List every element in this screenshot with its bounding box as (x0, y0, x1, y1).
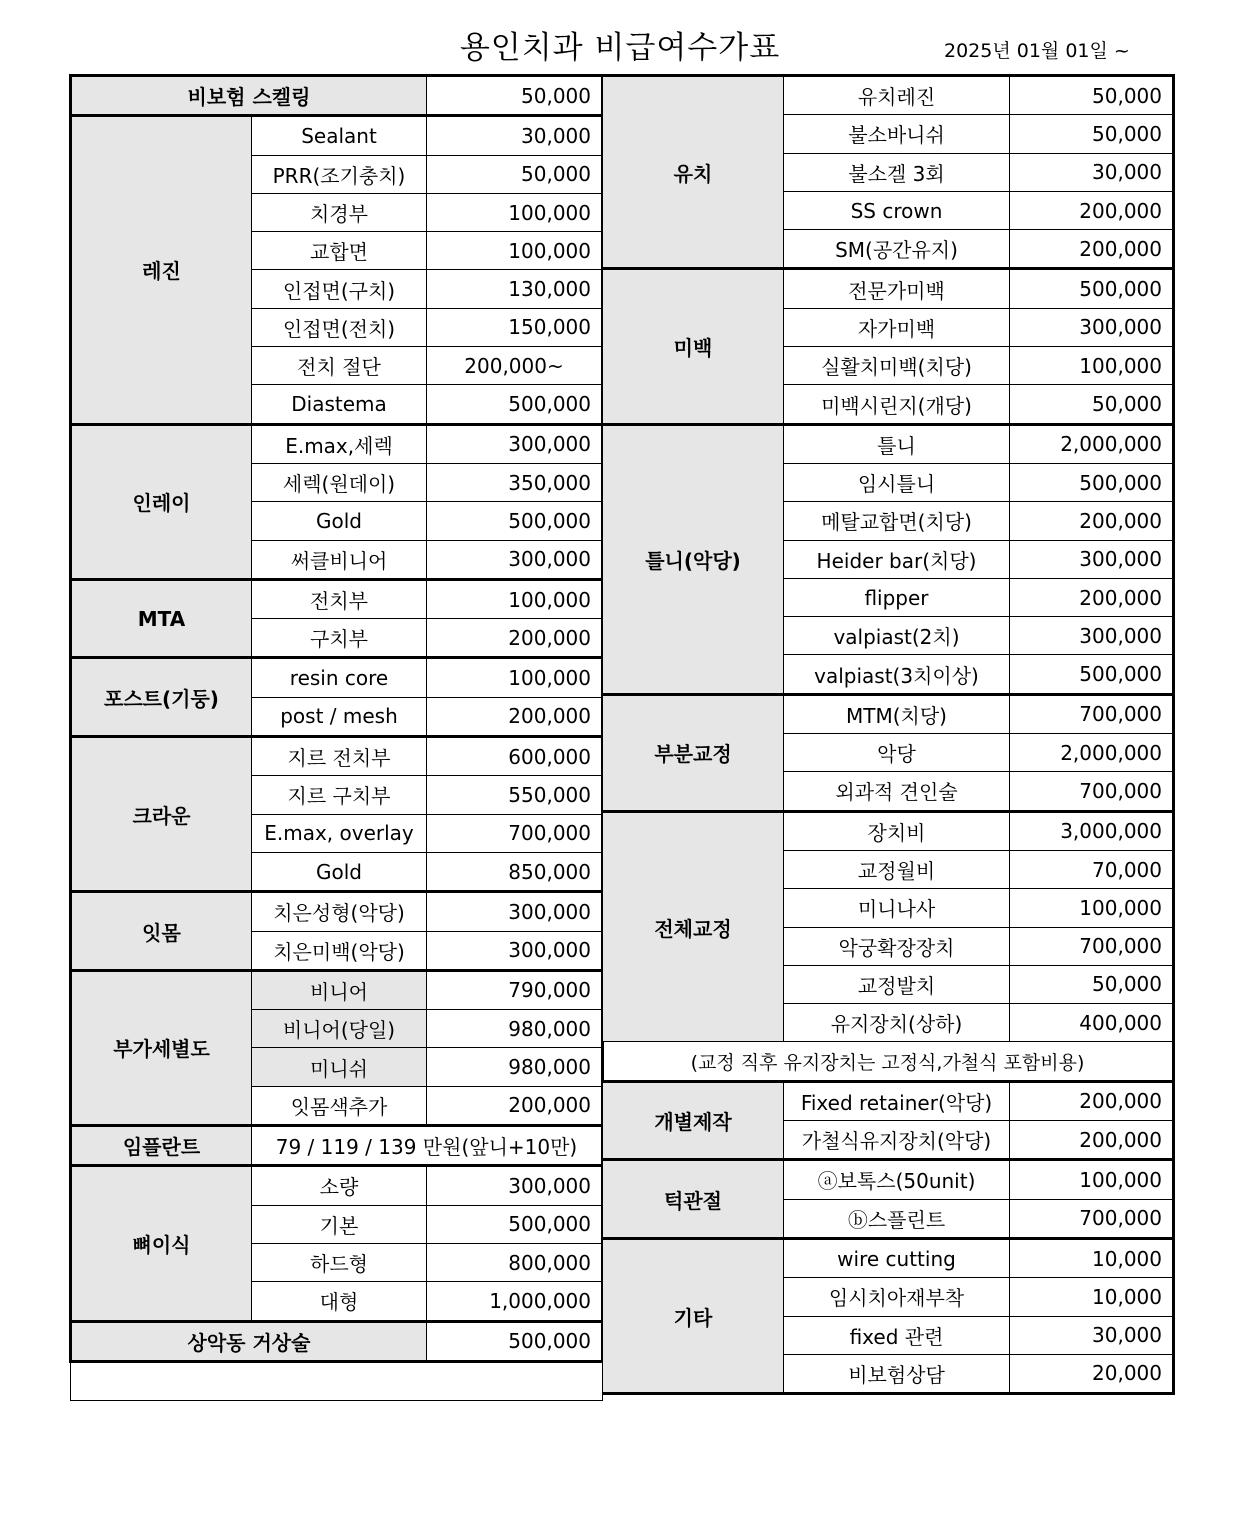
item-price: 3,000,000 (1010, 811, 1174, 850)
item-name: 인접면(구치) (252, 270, 427, 308)
table-row (603, 1160, 1174, 1199)
item-name: post / mesh (252, 697, 427, 736)
item-price: 980,000 (427, 1010, 603, 1048)
item-name: 비보험상담 (784, 1354, 1010, 1393)
item-name: E.max, overlay (252, 814, 427, 852)
item-name: 치경부 (252, 193, 427, 231)
item-price: 100,000 (427, 658, 603, 697)
item-price: 200,000 (1010, 230, 1174, 269)
item-price: 70,000 (1010, 850, 1174, 888)
item-name: 비니어 (252, 970, 427, 1009)
item-name: flipper (784, 578, 1010, 616)
item-name: 악궁확장장치 (784, 927, 1010, 965)
table-row (71, 1166, 603, 1205)
item-name: 외과적 견인술 (784, 772, 1010, 811)
item-name: 임시틀니 (784, 463, 1010, 501)
item-name: valpiast(3치이상) (784, 655, 1010, 694)
item-name: E.max,세렉 (252, 424, 427, 463)
item-name: 전치 절단 (252, 347, 427, 385)
item-name: 하드형 (252, 1243, 427, 1281)
item-name: 유치레진 (784, 76, 1010, 115)
category-label: 잇몸 (71, 892, 252, 971)
table-row (603, 1238, 1174, 1277)
item-price: 50,000 (1010, 385, 1174, 424)
item-name: 세렉(원데이) (252, 463, 427, 501)
item-price: 20,000 (1010, 1354, 1174, 1393)
item-price: 500,000 (1010, 269, 1174, 308)
item-name: 치은미백(악당) (252, 931, 427, 970)
item-price: 1,000,000 (427, 1282, 603, 1321)
item-price: 200,000 (427, 1086, 603, 1125)
table-row (603, 1081, 1174, 1120)
item-price: 500,000 (427, 1321, 603, 1361)
item-name: Sealant (252, 116, 427, 155)
item-name: 자가미백 (784, 308, 1010, 346)
left-price-table (69, 74, 604, 1401)
item-price: 500,000 (427, 502, 603, 540)
item-price: 2,000,000 (1010, 424, 1174, 463)
table-row (603, 694, 1174, 733)
item-price: 200,000~ (427, 347, 603, 385)
item-name: Gold (252, 502, 427, 540)
item-price: 200,000 (427, 619, 603, 658)
item-price: 100,000 (427, 579, 603, 618)
item-name: 지르 구치부 (252, 776, 427, 814)
item-price: 700,000 (1010, 1199, 1174, 1238)
category-label: 뼈이식 (71, 1166, 252, 1321)
category-label: 턱관절 (603, 1160, 784, 1239)
item-name: 불소겔 3회 (784, 153, 1010, 191)
category-label: 부분교정 (603, 694, 784, 811)
item-price: 100,000 (1010, 1160, 1174, 1199)
item-price: 50,000 (427, 155, 603, 193)
item-name: SS crown (784, 191, 1010, 229)
item-price: 300,000 (1010, 540, 1174, 578)
item-name: 구치부 (252, 619, 427, 658)
item-price: 300,000 (427, 892, 603, 931)
item-name: 임시치아재부착 (784, 1278, 1010, 1316)
item-price: 300,000 (1010, 308, 1174, 346)
item-price: 50,000 (1010, 76, 1174, 115)
item-name: Fixed retainer(악당) (784, 1081, 1010, 1120)
item-name: 교합면 (252, 232, 427, 270)
item-name: 치은성형(악당) (252, 892, 427, 931)
item-price: 100,000 (1010, 889, 1174, 927)
table-row (603, 76, 1174, 115)
category-label: 부가세별도 (71, 970, 252, 1125)
item-price: 700,000 (1010, 927, 1174, 965)
item-price: 300,000 (427, 931, 603, 970)
item-price: 500,000 (1010, 463, 1174, 501)
item-price: 10,000 (1010, 1238, 1174, 1277)
table-row (71, 76, 603, 116)
item-price: 50,000 (1010, 965, 1174, 1003)
item-name: fixed 관련 (784, 1316, 1010, 1354)
item-name: valpiast(2치) (784, 617, 1010, 655)
empty-cell (71, 1361, 603, 1400)
item-price: 850,000 (427, 852, 603, 891)
item-name: wire cutting (784, 1238, 1010, 1277)
effective-date: 2025년 01월 01일 ~ (944, 40, 1130, 62)
item-name: 장치비 (784, 811, 1010, 850)
item-price: 500,000 (427, 385, 603, 424)
item-name: SM(공간유지) (784, 230, 1010, 269)
item-name: 써클비니어 (252, 540, 427, 579)
category-label: 상악동 거상술 (71, 1321, 427, 1361)
category-label: 비보험 스켈링 (71, 76, 427, 116)
category-label: 인레이 (71, 424, 252, 579)
item-price: 700,000 (1010, 772, 1174, 811)
item-price: 300,000 (1010, 617, 1174, 655)
item-price: 30,000 (427, 116, 603, 155)
category-label: 레진 (71, 116, 252, 424)
item-price: 550,000 (427, 776, 603, 814)
item-price: 800,000 (427, 1243, 603, 1281)
item-price: 790,000 (427, 970, 603, 1009)
item-price: 2,000,000 (1010, 734, 1174, 772)
category-label: 틀니(악당) (603, 424, 784, 694)
item-name: 비니어(당일) (252, 1010, 427, 1048)
table-row (603, 424, 1174, 463)
item-price: 200,000 (1010, 578, 1174, 616)
orthodontic-note: (교정 직후 유지장치는 고정식,가철식 포함비용) (603, 1042, 1174, 1081)
item-name: 미백시린지(개당) (784, 385, 1010, 424)
item-price: 30,000 (1010, 153, 1174, 191)
item-name: 미니나사 (784, 889, 1010, 927)
item-name: Diastema (252, 385, 427, 424)
item-name: 메탈교합면(치당) (784, 502, 1010, 540)
table-row (71, 116, 603, 155)
item-name: MTM(치당) (784, 694, 1010, 733)
category-label: 유치 (603, 76, 784, 269)
item-name: Heider bar(치당) (784, 540, 1010, 578)
item-name: 대형 (252, 1282, 427, 1321)
implant-price-text: 79 / 119 / 139 만원(앞니+10만) (252, 1126, 603, 1166)
item-price: 300,000 (427, 1166, 603, 1205)
item-price: 350,000 (427, 463, 603, 501)
item-price: 100,000 (427, 232, 603, 270)
item-price: 100,000 (427, 193, 603, 231)
table-row (603, 811, 1174, 850)
table-row (71, 658, 603, 697)
item-price: 700,000 (427, 814, 603, 852)
item-price: 100,000 (1010, 347, 1174, 385)
item-price: 50,000 (1010, 115, 1174, 153)
item-price: 300,000 (427, 424, 603, 463)
item-name: 소량 (252, 1166, 427, 1205)
category-label: MTA (71, 579, 252, 658)
item-price: 200,000 (1010, 1121, 1174, 1160)
category-label: 임플란트 (71, 1126, 252, 1166)
item-price: 700,000 (1010, 694, 1174, 733)
right-price-table (602, 74, 1175, 1395)
item-price: 30,000 (1010, 1316, 1174, 1354)
table-row (603, 1042, 1174, 1081)
item-name: 전치부 (252, 579, 427, 618)
item-price: 200,000 (427, 697, 603, 736)
item-price: 400,000 (1010, 1004, 1174, 1042)
item-price: 980,000 (427, 1048, 603, 1086)
table-row (71, 1126, 603, 1166)
item-name: 가철식유지장치(악당) (784, 1121, 1010, 1160)
item-price: 200,000 (1010, 1081, 1174, 1120)
item-name: 교정발치 (784, 965, 1010, 1003)
category-label: 전체교정 (603, 811, 784, 1042)
table-row (71, 579, 603, 618)
item-name: 악당 (784, 734, 1010, 772)
table-row (603, 269, 1174, 308)
item-price: 130,000 (427, 270, 603, 308)
item-name: 불소바니쉬 (784, 115, 1010, 153)
item-name: ⓑ스플린트 (784, 1199, 1010, 1238)
table-row (71, 892, 603, 931)
item-name: 유지장치(상하) (784, 1004, 1010, 1042)
item-price: 300,000 (427, 540, 603, 579)
item-price: 150,000 (427, 308, 603, 346)
item-name: 인접면(전치) (252, 308, 427, 346)
table-row (71, 737, 603, 776)
item-name: 교정월비 (784, 850, 1010, 888)
item-price: 600,000 (427, 737, 603, 776)
item-name: ⓐ보톡스(50unit) (784, 1160, 1010, 1199)
category-label: 포스트(기둥) (71, 658, 252, 737)
table-row (71, 1361, 603, 1400)
item-name: 틀니 (784, 424, 1010, 463)
category-label: 기타 (603, 1238, 784, 1393)
item-name: 미니쉬 (252, 1048, 427, 1086)
table-row (71, 970, 603, 1009)
item-name: 지르 전치부 (252, 737, 427, 776)
item-name: 잇몸색추가 (252, 1086, 427, 1125)
item-price: 200,000 (1010, 502, 1174, 540)
item-price: 500,000 (1010, 655, 1174, 694)
item-name: 기본 (252, 1205, 427, 1243)
category-label: 미백 (603, 269, 784, 424)
item-name: Gold (252, 852, 427, 891)
table-row (71, 1321, 603, 1361)
category-label: 개별제작 (603, 1081, 784, 1160)
table-row (71, 424, 603, 463)
item-price: 500,000 (427, 1205, 603, 1243)
item-name: resin core (252, 658, 427, 697)
category-label: 크라운 (71, 737, 252, 892)
item-price: 50,000 (427, 76, 603, 116)
item-price: 10,000 (1010, 1278, 1174, 1316)
item-price: 200,000 (1010, 191, 1174, 229)
item-name: PRR(조기충치) (252, 155, 427, 193)
item-name: 전문가미백 (784, 269, 1010, 308)
page-title: 용인치과 비급여수가표 (459, 30, 781, 66)
item-name: 실활치미백(치당) (784, 347, 1010, 385)
